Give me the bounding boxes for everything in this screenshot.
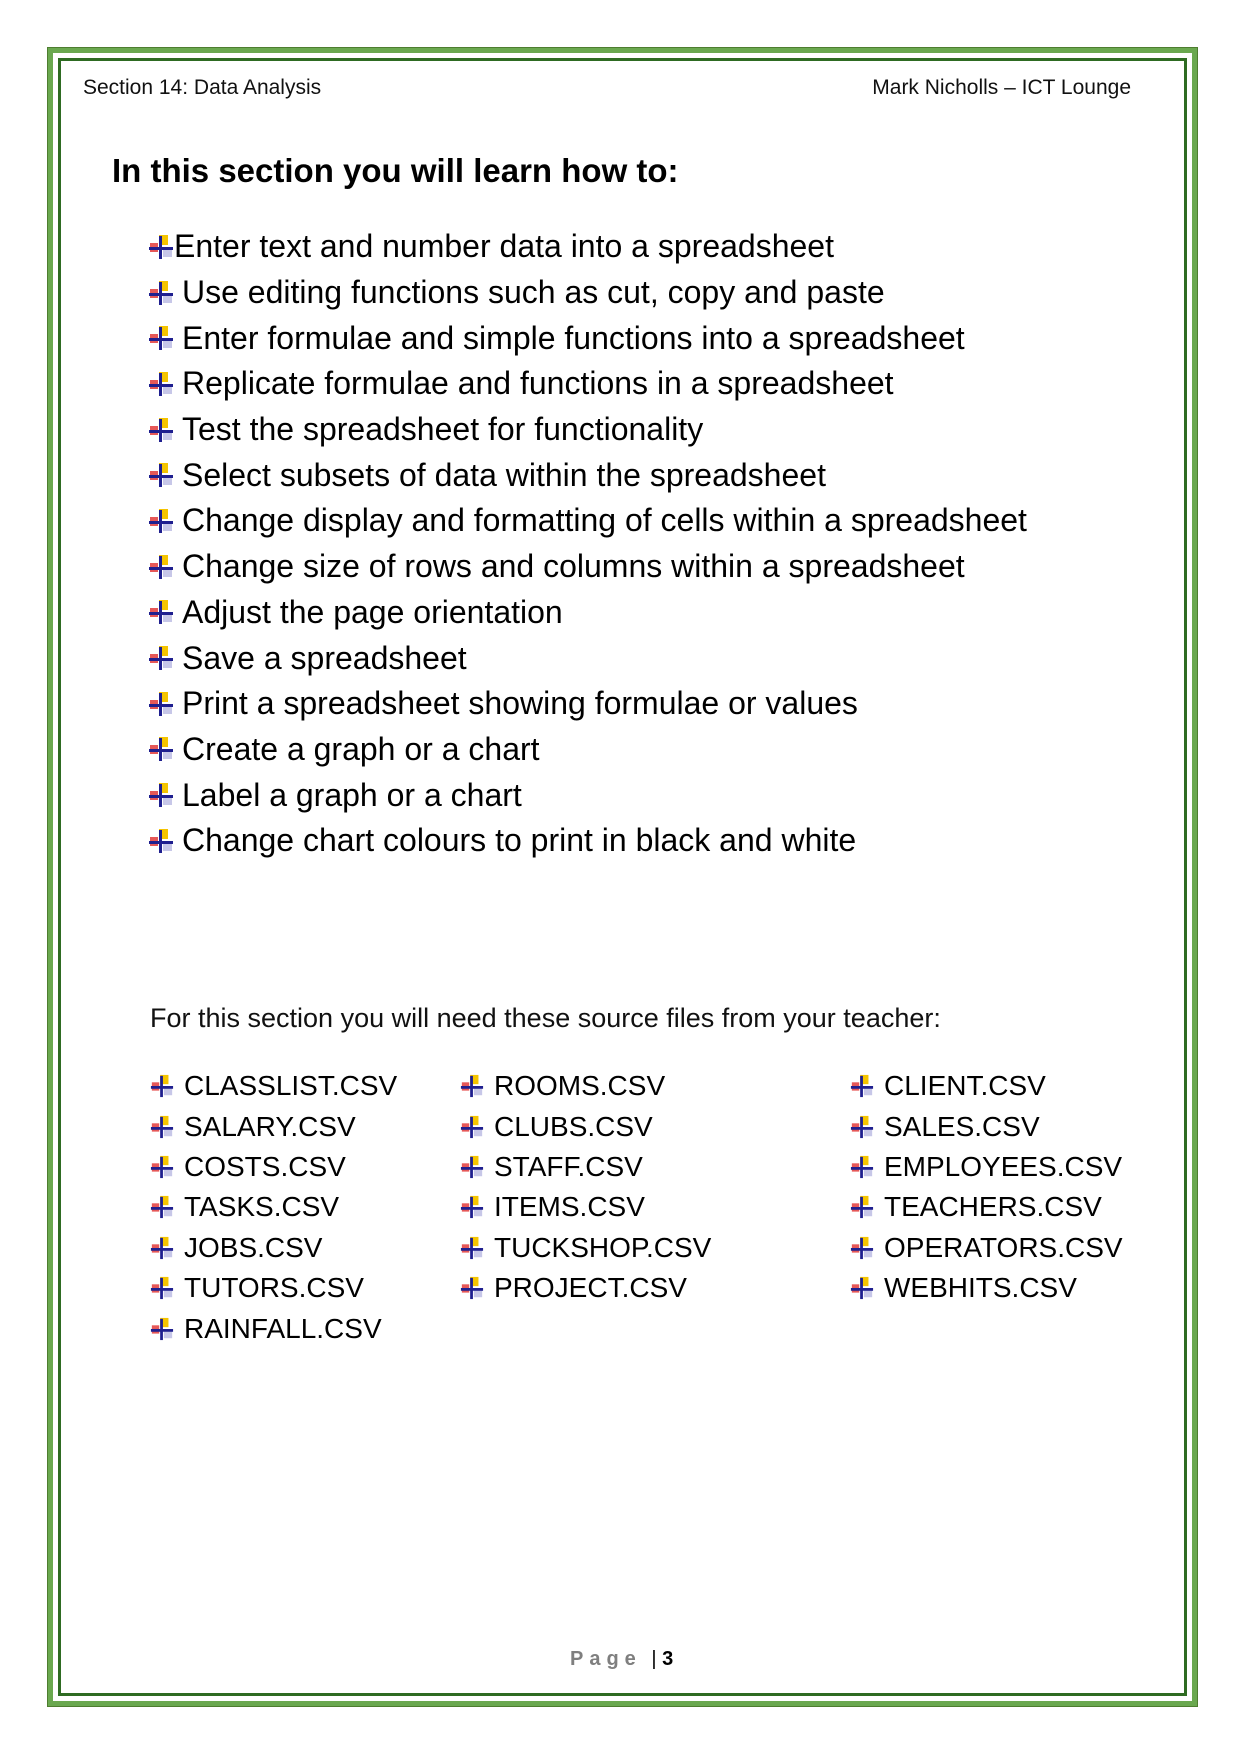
objective-text: Create a graph or a chart [182,730,540,767]
source-file-name: ITEMS.CSV [494,1191,645,1223]
objective-item [148,452,1027,498]
source-file-item [850,1187,1123,1227]
objective-item [148,590,1027,636]
source-file-name: OPERATORS.CSV [884,1231,1123,1263]
plus-cross-bullet-icon [460,1115,484,1139]
page-label: Page [570,1648,642,1670]
plus-cross-bullet-icon [850,1195,874,1219]
plus-cross-bullet-icon [150,1155,174,1179]
plus-cross-bullet-icon [150,1195,174,1219]
page-footer [570,1648,673,1671]
plus-cross-bullet-icon [148,325,174,351]
objective-text: Use editing functions such as cut, copy and paste [182,274,885,311]
source-file-name: WEBHITS.CSV [884,1272,1077,1304]
objective-item [148,727,1027,773]
source-file-item [460,1106,711,1146]
objectives-list [148,224,1027,864]
plus-cross-bullet-icon [150,1276,174,1300]
source-file-item [150,1066,397,1106]
plus-cross-bullet-icon [148,234,174,260]
source-file-item [460,1268,711,1308]
plus-cross-bullet-icon [148,736,174,762]
objective-text: Enter text and number data into a spreadsheet [174,228,834,265]
header-section-title: Section 14: Data Analysis [83,76,322,99]
source-file-item [150,1147,397,1187]
source-file-item [460,1066,711,1106]
plus-cross-bullet-icon [150,1074,174,1098]
source-file-name: TEACHERS.CSV [884,1191,1102,1223]
objective-text: Replicate formulae and functions in a spreadsheet [182,365,894,402]
source-file-name: TUCKSHOP.CSV [494,1231,712,1263]
plus-cross-bullet-icon [460,1276,484,1300]
source-file-name: TUTORS.CSV [184,1272,364,1304]
plus-cross-bullet-icon [148,462,174,488]
source-file-name: COSTS.CSV [184,1150,346,1182]
section-heading: In this section you will learn how to: [112,152,679,189]
source-file-item [850,1268,1123,1308]
objective-text: Adjust the page orientation [182,593,563,630]
plus-cross-bullet-icon [148,554,174,580]
page-separator: | [651,1648,657,1670]
plus-cross-bullet-icon [150,1317,174,1341]
plus-cross-bullet-icon [150,1115,174,1139]
objective-item [148,361,1027,407]
source-file-name: PROJECT.CSV [494,1272,687,1304]
source-files-column-2 [460,1066,711,1308]
objective-text: Change display and formatting of cells within a spreadsheet [182,502,1027,539]
objective-text: Test the spreadsheet for functionality [182,411,704,448]
objective-item [148,818,1027,864]
source-file-name: SALARY.CSV [184,1110,356,1142]
objective-item [148,772,1027,818]
plus-cross-bullet-icon [850,1276,874,1300]
source-file-item [460,1147,711,1187]
source-file-name: CLUBS.CSV [494,1110,653,1142]
source-file-item [150,1268,397,1308]
plus-cross-bullet-icon [148,691,174,717]
source-file-item [850,1066,1123,1106]
plus-cross-bullet-icon [148,280,174,306]
plus-cross-bullet-icon [460,1074,484,1098]
objective-item [148,224,1027,270]
source-file-name: CLASSLIST.CSV [184,1070,398,1102]
plus-cross-bullet-icon [148,417,174,443]
objective-item [148,407,1027,453]
source-file-item [850,1228,1123,1268]
objective-item [148,544,1027,590]
source-files-column-1 [150,1066,397,1349]
plus-cross-bullet-icon [460,1155,484,1179]
objective-item [148,270,1027,316]
source-file-name: RAINFALL.CSV [184,1312,382,1344]
objective-text: Label a graph or a chart [182,776,522,813]
source-file-name: TASKS.CSV [184,1191,340,1223]
objective-text: Save a spreadsheet [182,639,467,676]
plus-cross-bullet-icon [850,1074,874,1098]
source-file-name: JOBS.CSV [184,1231,323,1263]
source-files-column-3 [850,1066,1123,1308]
objective-text: Select subsets of data within the spreadsheet [182,456,826,493]
plus-cross-bullet-icon [850,1115,874,1139]
source-file-name: ROOMS.CSV [494,1070,666,1102]
objective-text: Change size of rows and columns within a spreadsheet [182,548,965,585]
objective-text: Print a spreadsheet showing formulae or values [182,685,858,722]
page-number: 3 [662,1648,674,1670]
source-file-name: EMPLOYEES.CSV [884,1150,1123,1182]
source-files-intro: For this section you will need these source files from your teacher: [150,1003,941,1033]
source-file-item [150,1228,397,1268]
objective-item [148,498,1027,544]
source-file-name: CLIENT.CSV [884,1070,1046,1102]
source-file-item [150,1187,397,1227]
plus-cross-bullet-icon [148,508,174,534]
objective-text: Change chart colours to print in black and white [182,822,857,859]
plus-cross-bullet-icon [148,828,174,854]
plus-cross-bullet-icon [148,782,174,808]
source-file-item [850,1106,1123,1146]
plus-cross-bullet-icon [850,1155,874,1179]
source-file-name: SALES.CSV [884,1110,1040,1142]
plus-cross-bullet-icon [460,1195,484,1219]
objective-item [148,681,1027,727]
plus-cross-bullet-icon [850,1236,874,1260]
plus-cross-bullet-icon [460,1236,484,1260]
plus-cross-bullet-icon [148,371,174,397]
objective-text: Enter formulae and simple functions into a spreadsheet [182,319,965,356]
source-file-item [460,1228,711,1268]
source-file-item [150,1106,397,1146]
plus-cross-bullet-icon [150,1236,174,1260]
source-file-name: STAFF.CSV [494,1150,643,1182]
header-author: Mark Nicholls – ICT Lounge [872,76,1131,99]
source-file-item [150,1308,397,1348]
objective-item [148,635,1027,681]
plus-cross-bullet-icon [148,645,174,671]
source-file-item [460,1187,711,1227]
plus-cross-bullet-icon [148,599,174,625]
objective-item [148,315,1027,361]
source-file-item [850,1147,1123,1187]
